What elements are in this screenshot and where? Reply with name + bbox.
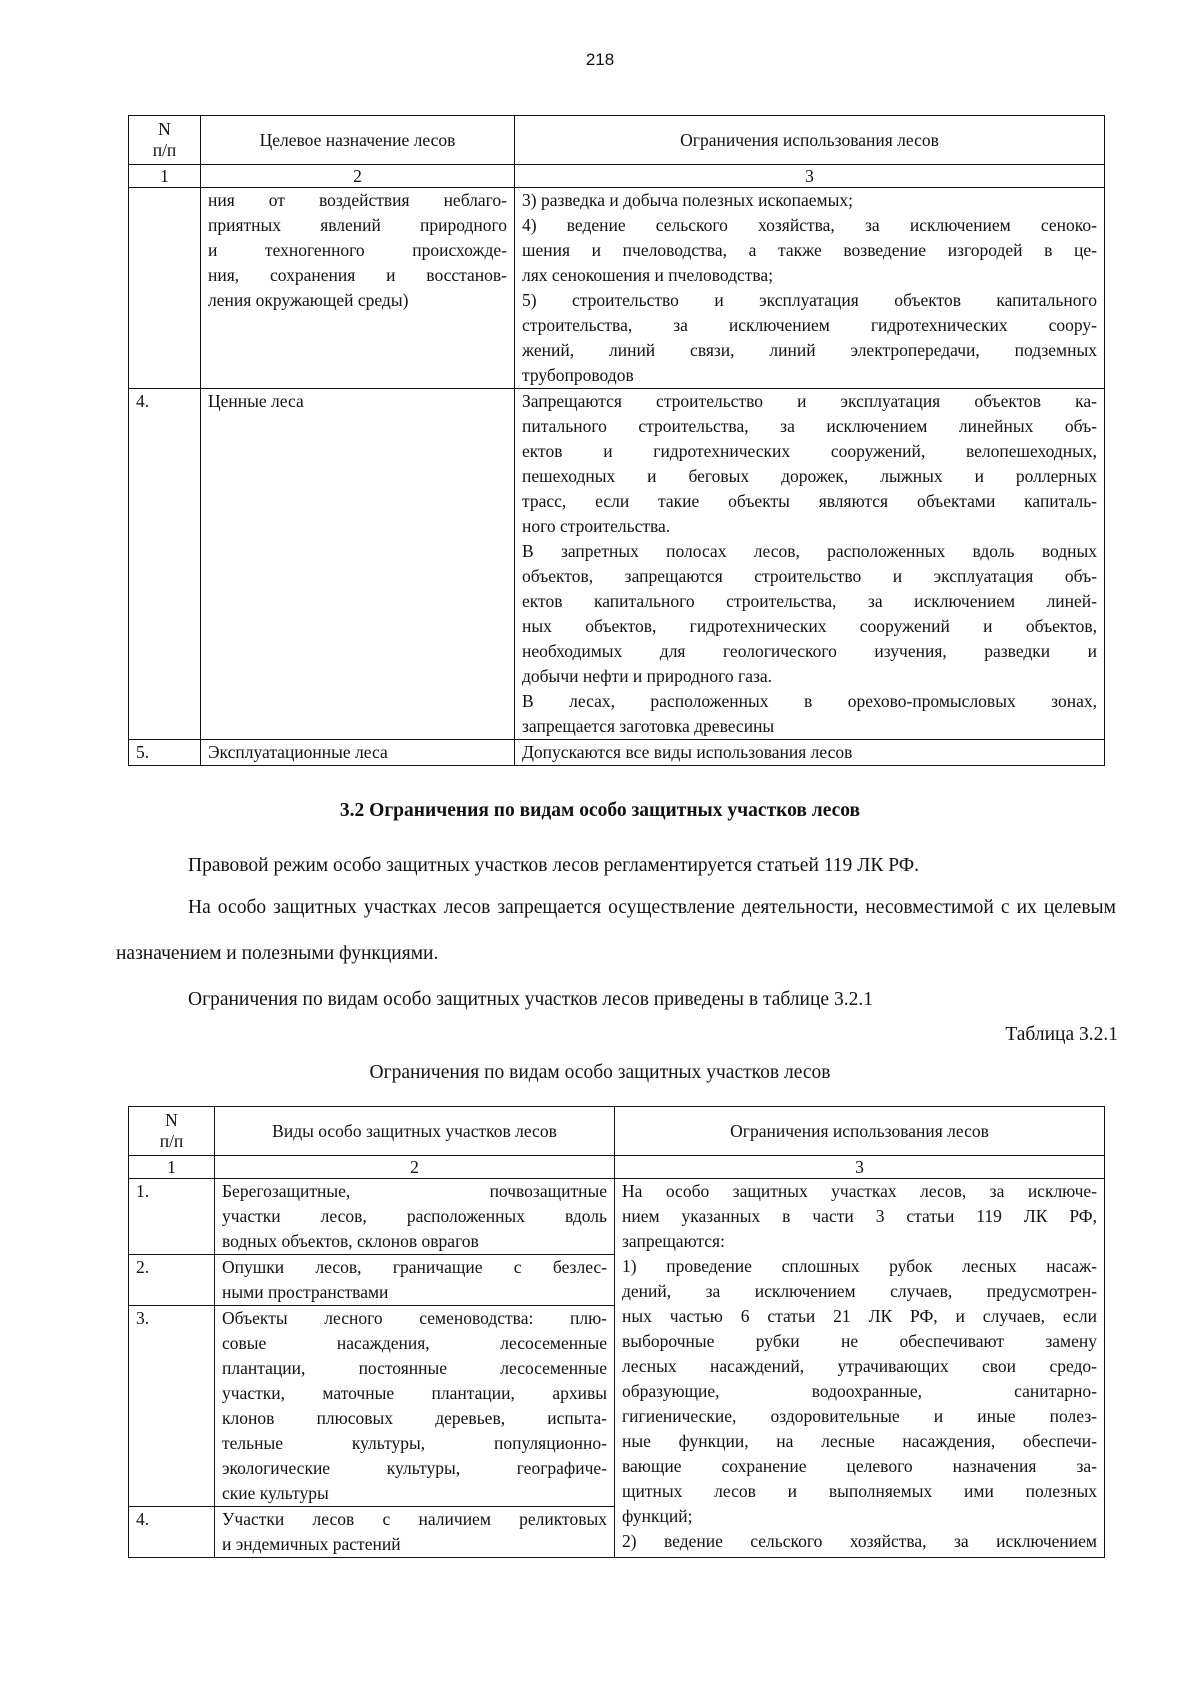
column-number-row [129, 1156, 1105, 1179]
page-number: 218 [585, 50, 615, 69]
paragraph-2: На особо защитных участках лесов запрещается осуществление деятельности, несовместимой с их целевым назначением и полезными функциями. [116, 897, 1116, 964]
text-line: запрещается заготовка древесины [522, 716, 775, 736]
text-line: запрещаются: [622, 1231, 725, 1251]
text-line: плантации, постоянные лесосеменные [222, 1358, 607, 1378]
text-line: нием указанных в части 3 статьи 119 ЛК РФ, [622, 1206, 1097, 1226]
text-line: трубопроводов [522, 365, 634, 385]
text-line: В лесах, расположенных в орехово-промысловых зонах, [522, 691, 1097, 711]
row-num: 3. [129, 1306, 215, 1507]
row-kind [215, 1255, 615, 1306]
text-line: 2) ведение сельского хозяйства, за исключением [622, 1531, 1097, 1551]
text-line: строительства, за исключением гидротехнических соору- [522, 315, 1097, 335]
row-purpose: Ценные леса [201, 389, 515, 740]
row-kind [215, 1306, 615, 1507]
text-line: вающие сохранение целевого назначения за- [622, 1456, 1097, 1476]
text-line: образующие, водоохранные, санитарно- [622, 1381, 1097, 1401]
table-caption: Ограничения по видам особо защитных участков лесов [369, 1062, 831, 1083]
text-line: 5) строительство и эксплуатация объектов капитального [522, 290, 1097, 310]
row-limits: Допускаются все виды использования лесов [515, 740, 1105, 766]
text-line: 1) проведение сплошных рубок лесных насаж- [622, 1256, 1097, 1276]
text-line: ские культуры [222, 1483, 329, 1503]
row-limits [515, 188, 1105, 389]
text-line: объектов, запрещаются строительство и эксплуатация объ- [522, 566, 1097, 586]
text-line: Берегозащитные, почвозащитные [222, 1181, 607, 1201]
header-num: N п/п [129, 1107, 215, 1156]
header-limits: Ограничения использования лесов [515, 116, 1105, 165]
forest-purpose-table [128, 115, 1105, 766]
text-line: жений, линий связи, линий электропередачи, подземных [522, 340, 1097, 360]
text-line: Участки лесов с наличием реликтовых [222, 1509, 607, 1529]
row-num [129, 188, 201, 389]
table-row [129, 389, 1105, 740]
text-line: щитных лесов и выполняемых ими полезных [622, 1481, 1097, 1501]
colnum-2: 2 [215, 1156, 615, 1179]
text-line: пешеходных и беговых дорожек, лыжных и роллерных [522, 466, 1097, 486]
text-line: ния от воздействия неблаго- [208, 190, 507, 210]
text-line: водных объектов, склонов оврагов [222, 1231, 479, 1251]
colnum-3: 3 [515, 165, 1105, 188]
text-line: экологические культуры, географиче- [222, 1458, 607, 1478]
text-line: ных объектов, гидротехнических сооружений и объектов, [522, 616, 1097, 636]
colnum-2: 2 [201, 165, 515, 188]
text-line: ного строительства. [522, 516, 671, 536]
header-purpose: Целевое назначение лесов [201, 116, 515, 165]
table-header-row [129, 116, 1105, 165]
text-line: ектов капитального строительства, за исключением линей- [522, 591, 1097, 611]
text-line: выборочные рубки не обеспечивают замену [622, 1331, 1097, 1351]
text-line: трасс, если такие объекты являются объектами капиталь- [522, 491, 1097, 511]
table-label: Таблица 3.2.1 [1005, 1024, 1118, 1045]
row-num: 4. [129, 1507, 215, 1558]
text-line: приятных явлений природного [208, 215, 507, 235]
table-row [129, 740, 1105, 766]
text-line: ектов и гидротехнических сооружений, велопешеходных, [522, 441, 1097, 461]
text-line: и техногенного происхожде- [208, 240, 507, 260]
text-line: функций; [622, 1506, 693, 1526]
text-line: участки, маточные плантации, архивы [222, 1383, 607, 1403]
text-line: необходимых для геологического изучения, разведки и [522, 641, 1097, 661]
colnum-1: 1 [129, 1156, 215, 1179]
text-line: тельные культуры, популяционно- [222, 1433, 607, 1453]
row-limits [615, 1179, 1105, 1558]
text-line: На особо защитных участках лесов, за исключе- [622, 1181, 1097, 1201]
protected-areas-table [128, 1106, 1105, 1558]
colnum-1: 1 [129, 165, 201, 188]
table-header-row [129, 1107, 1105, 1156]
row-num: 5. [129, 740, 201, 766]
text-line: добычи нефти и природного газа. [522, 666, 773, 686]
column-number-row [129, 165, 1105, 188]
colnum-3: 3 [615, 1156, 1105, 1179]
section-title: 3.2 Ограничения по видам особо защитных участков лесов [339, 800, 861, 821]
text-line: Опушки лесов, граничащие с безлес- [222, 1257, 607, 1277]
text-line: Объекты лесного семеноводства: плю- [222, 1308, 607, 1328]
paragraph-3: Ограничения по видам особо защитных участков лесов приведены в таблице 3.2.1 [188, 989, 873, 1010]
text-line: лесных насаждений, утрачивающих свои средо- [622, 1356, 1097, 1376]
text-line: дений, за исключением случаев, предусмотрен- [622, 1281, 1097, 1301]
text-line: участки лесов, расположенных вдоль [222, 1206, 607, 1226]
text-line: 4) ведение сельского хозяйства, за исключением сеноко- [522, 215, 1097, 235]
row-kind [215, 1179, 615, 1255]
text-line: лях сенокошения и пчеловодства; [522, 265, 774, 285]
header-limits: Ограничения использования лесов [615, 1107, 1105, 1156]
header-kind: Виды особо защитных участков лесов [215, 1107, 615, 1156]
text-line: гигиенические, оздоровительные и иные полез- [622, 1406, 1097, 1426]
text-line: и эндемичных растений [222, 1534, 401, 1554]
text-line: питального строительства, за исключением линейных объ- [522, 416, 1097, 436]
text-line: В запретных полосах лесов, расположенных вдоль водных [522, 541, 1097, 561]
text-line: клонов плюсовых деревьев, испыта- [222, 1408, 607, 1428]
table-row [129, 188, 1105, 389]
text-line: 3) разведка и добыча полезных ископаемых; [522, 190, 853, 210]
header-num: N п/п [129, 116, 201, 165]
row-purpose: Эксплуатационные леса [201, 740, 515, 766]
row-purpose [201, 188, 515, 389]
table-row [129, 1179, 1105, 1255]
text-line: шения и пчеловодства, а также возведение изгородей в це- [522, 240, 1097, 260]
text-line: ния, сохранения и восстанов- [208, 265, 507, 285]
row-num: 1. [129, 1179, 215, 1255]
text-line: ления окружающей среды) [208, 290, 409, 310]
text-line: ных частью 6 статьи 21 ЛК РФ, и случаев, если [622, 1306, 1097, 1326]
row-num: 2. [129, 1255, 215, 1306]
text-line: Запрещаются строительство и эксплуатация объектов ка- [522, 391, 1097, 411]
row-kind [215, 1507, 615, 1558]
paragraph-1: Правовой режим особо защитных участков лесов регламентируется статьей 119 ЛК РФ. [188, 855, 920, 876]
text-line: совые насаждения, лесосеменные [222, 1333, 607, 1353]
text-line: ными пространствами [222, 1282, 389, 1302]
row-limits [515, 389, 1105, 740]
text-line: ные функции, на лесные насаждения, обеспечи- [622, 1431, 1097, 1451]
row-num: 4. [129, 389, 201, 740]
